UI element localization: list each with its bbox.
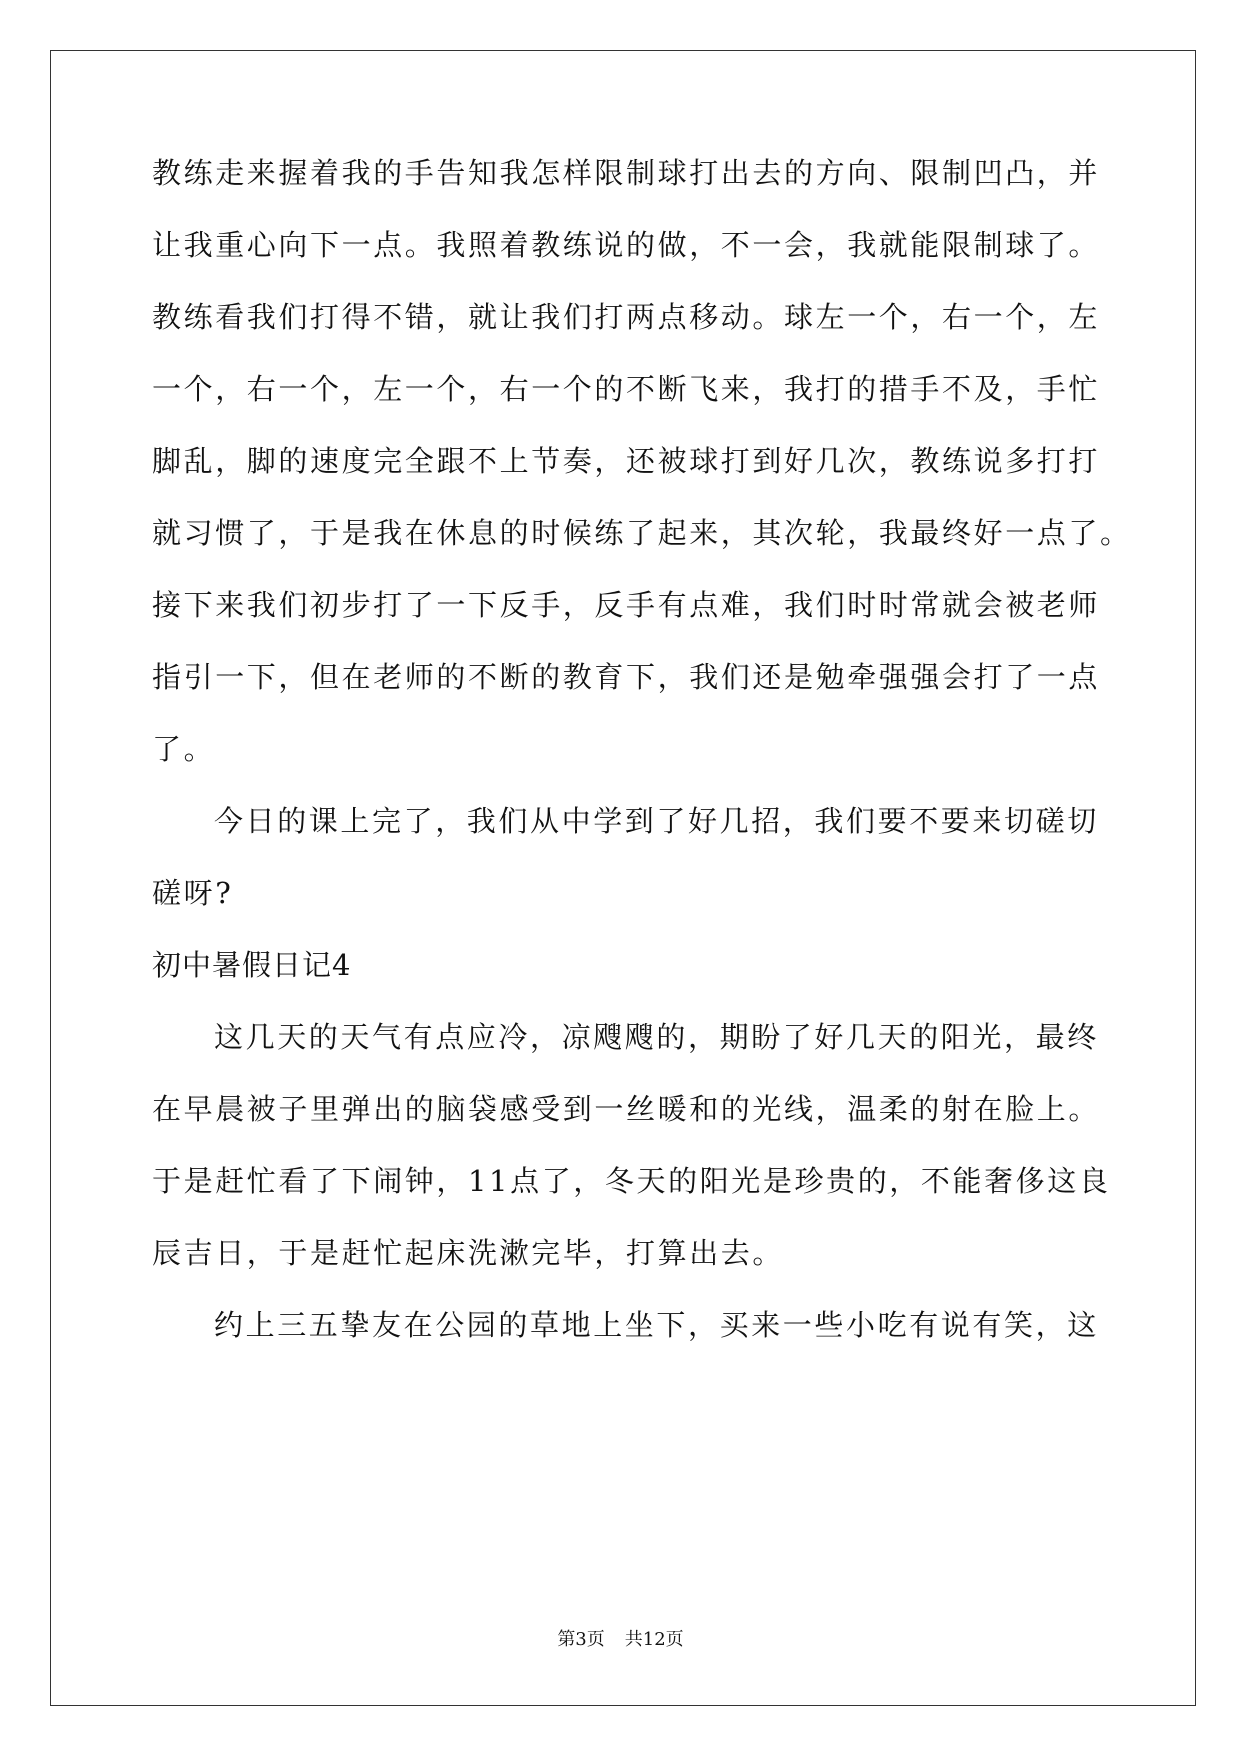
body-line: 了。 [152, 732, 216, 766]
section-heading: 初中暑假日记4 [152, 948, 352, 982]
body-line: 磋呀? [152, 876, 234, 910]
body-line: 让我重心向下一点。我照着教练说的做，不一会，我就能限制球了。 [152, 228, 1101, 262]
body-line: 接下来我们初步打了一下反手，反手有点难，我们时时常就会被老师 [152, 588, 1101, 622]
body-line: 指引一下，但在老师的不断的教育下，我们还是勉牵强强会打了一点 [152, 660, 1101, 694]
body-line: 于是赶忙看了下闹钟，11点了，冬天的阳光是珍贵的，不能奢侈这良 [152, 1164, 1111, 1198]
paragraph-start-line: 今日的课上完了，我们从中学到了好几招，我们要不要来切磋切 [214, 804, 1099, 838]
page-number: 第3页 [557, 1629, 605, 1650]
page-footer [0, 1628, 1241, 1652]
paragraph-start-line: 约上三五挚友在公园的草地上坐下，买来一些小吃有说有笑，这 [214, 1308, 1099, 1342]
body-line: 在早晨被子里弹出的脑袋感受到一丝暖和的光线，温柔的射在脸上。 [152, 1092, 1101, 1126]
body-line: 一个，右一个，左一个，右一个的不断飞来，我打的措手不及，手忙 [152, 372, 1101, 406]
paragraph-start-line: 这几天的天气有点应冷，凉飕飕的，期盼了好几天的阳光，最终 [214, 1020, 1099, 1054]
body-line: 就习惯了，于是我在休息的时候练了起来，其次轮，我最终好一点了。 [152, 516, 1132, 550]
page-total: 共12页 [624, 1629, 684, 1650]
body-line: 教练走来握着我的手告知我怎样限制球打出去的方向、限制凹凸，并 [152, 156, 1101, 190]
body-line: 辰吉日，于是赶忙起床洗漱完毕，打算出去。 [152, 1236, 785, 1270]
body-line: 脚乱，脚的速度完全跟不上节奏，还被球打到好几次，教练说多打打 [152, 444, 1101, 478]
body-line: 教练看我们打得不错，就让我们打两点移动。球左一个，右一个，左 [152, 300, 1101, 334]
